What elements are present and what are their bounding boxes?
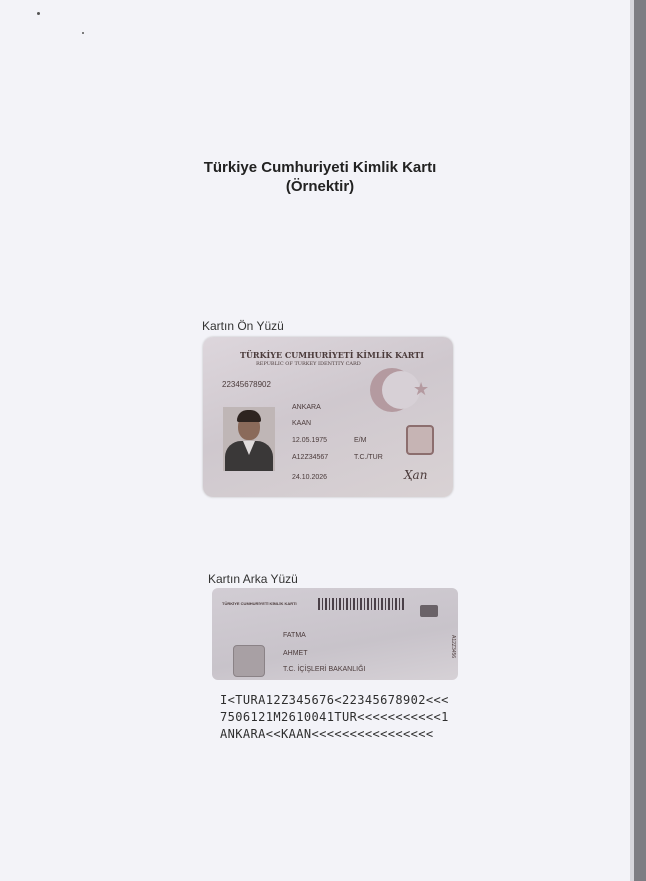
barcode [318, 598, 404, 610]
star-emblem: ★ [413, 379, 430, 399]
card-front-subheader: REPUBLIC OF TURKEY IDENTITY CARD [256, 361, 361, 367]
nationality-value: T.C./TUR [354, 454, 383, 461]
photo-hair [237, 410, 261, 422]
serial-vertical: A12Z3456 [450, 635, 456, 659]
birth-date-value: 12.05.1975 [292, 437, 328, 444]
scanner-edge [634, 0, 646, 881]
issuer-value: T.C. İÇİŞLERİ BAKANLIĞI [283, 666, 366, 673]
title-line-2: (Örnektir) [285, 178, 355, 195]
scan-speck [37, 12, 40, 15]
document-number-value: A12Z34567 [292, 454, 329, 461]
mrz-line-3: ANKARA<<KAAN<<<<<<<<<<<<<<<< [220, 727, 434, 741]
valid-until-value: 24.10.2026 [292, 474, 328, 481]
given-name-value: KAAN [292, 420, 312, 427]
mrz-line-2: 7506121M2610041TUR<<<<<<<<<<<1 [220, 710, 449, 724]
father-name-value: AHMET [283, 650, 308, 657]
smart-chip [233, 645, 265, 677]
title-line-1: Türkiye Cumhuriyeti Kimlik Kartı [203, 159, 437, 176]
mrz-line-1: I<TURA12Z345676<22345678902<<< [220, 693, 449, 707]
holder-signature: Ҳan [404, 468, 428, 482]
mother-name-value: FATMA [283, 632, 306, 639]
sex-value: E/M [354, 437, 367, 444]
scan-speck [82, 32, 84, 34]
card-front-header: TÜRKİYE CUMHURİYETİ KİMLİK KARTI [240, 350, 424, 360]
machine-readable-zone [220, 692, 449, 743]
hologram-stamp [406, 425, 434, 455]
id-number: 22345678902 [222, 380, 271, 389]
card-back-header: TÜRKİYE CUMHURİYETİ KİMLİK KARTI [222, 601, 297, 606]
holder-photo [223, 407, 275, 471]
front-section-label: Kartın Ön Yüzü [202, 319, 284, 333]
back-section-label: Kartın Arka Yüzü [208, 572, 298, 586]
document-title [150, 158, 490, 196]
surname-value: ANKARA [292, 404, 321, 411]
contactless-chip-icon [420, 605, 438, 617]
